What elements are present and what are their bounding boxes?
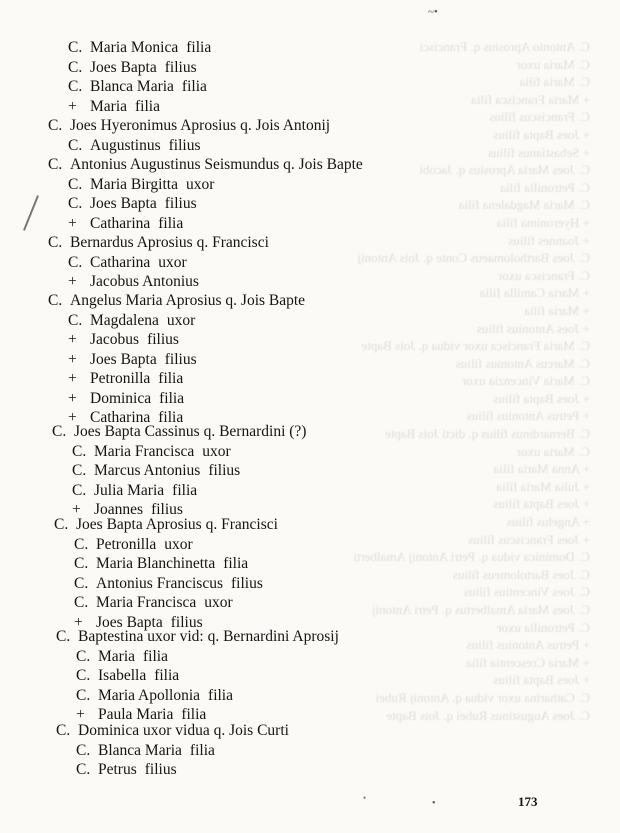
header-mark: ~•	[428, 6, 438, 18]
status-mark: +	[68, 214, 77, 232]
member-role: uxor	[158, 253, 187, 271]
bleed-line: + Hyeronima filia	[496, 214, 590, 230]
register-entry	[56, 721, 289, 780]
entry-head	[48, 155, 363, 175]
member-line	[68, 350, 305, 370]
head-name: Joes Bapta Cassinus q. Bernardini (?)	[74, 423, 307, 440]
bleed-line: C. Maria uxor	[516, 56, 590, 72]
bleed-line: C. Maria filia	[519, 74, 590, 90]
status-mark: C.	[54, 516, 69, 533]
member-name: Julia Maria	[94, 481, 165, 499]
member-role: filia	[186, 39, 212, 56]
bleed-line: + Sebastianus filius	[488, 144, 590, 160]
member-name: Antonius Franciscus	[96, 574, 224, 592]
status-mark: C.	[76, 667, 91, 684]
member-role: filia	[158, 409, 184, 426]
status-mark: C.	[76, 741, 91, 759]
bleed-line: + Petrus Antonius filius	[466, 408, 590, 424]
bleed-line: C. Joes Vincentius filius	[463, 584, 590, 600]
member-line	[68, 253, 269, 273]
bleed-line: + Maria Camilla filia	[479, 285, 590, 301]
status-mark: +	[68, 97, 77, 115]
member-name: Petronilla	[96, 535, 157, 553]
member-name: Maria Birgitta	[90, 175, 178, 193]
member-line	[72, 461, 306, 481]
member-name: Isabella	[98, 667, 147, 684]
bleed-line: C. Franciscus filius	[489, 109, 590, 125]
member-role: uxor	[185, 175, 215, 193]
bleed-line: C. Petronilla uxor	[497, 619, 590, 635]
member-role: filia	[189, 741, 215, 759]
bleed-line: + Joes Franciscus filius	[468, 531, 590, 547]
status-mark: C.	[68, 58, 83, 76]
member-name: Maria Francisca	[94, 442, 195, 460]
bleed-line: C. Maria Francisca uxor vidua q. Jois Bapte	[361, 338, 590, 354]
status-mark: +	[68, 409, 77, 426]
status-mark: +	[68, 273, 77, 290]
status-mark: +	[74, 613, 83, 631]
bleed-line: C. Joes Augustinus Rubei q. Jois Bapte	[386, 707, 590, 723]
status-mark: C.	[74, 555, 89, 572]
member-role: uxor	[204, 594, 233, 611]
bleed-line: + Joes Bapta filius	[493, 672, 590, 688]
member-role: uxor	[164, 535, 193, 553]
member-role: filius	[168, 136, 201, 154]
member-name: Magdalena	[90, 311, 159, 329]
member-role: filia	[223, 555, 249, 572]
member-name: Paula Maria	[98, 706, 174, 723]
member-line	[68, 330, 305, 350]
member-role: filius	[231, 574, 263, 592]
register-entry	[48, 38, 211, 116]
bleed-line: C. Antonio Aprosius q. Francisci	[419, 39, 590, 54]
bleed-line: + Petrus Antonius filius	[466, 637, 590, 653]
member-name: Maria	[90, 97, 128, 115]
head-name: Antonius Augustinus Seismundus q. Jois Bapte	[70, 156, 363, 173]
member-role: filius	[170, 613, 203, 631]
member-line	[72, 442, 306, 462]
member-name: Catharina	[90, 253, 151, 271]
bleed-line: + Joes Antonius filius	[476, 320, 590, 336]
member-name: Catharina	[90, 409, 151, 426]
member-line	[68, 38, 211, 58]
member-role: filia	[172, 481, 198, 499]
status-mark: C.	[76, 686, 91, 704]
member-role: uxor	[166, 311, 196, 329]
bleed-line: C. Petronilla filia	[500, 179, 590, 195]
status-mark: C.	[72, 462, 87, 479]
member-role: filia	[158, 214, 184, 232]
bleed-line: + Joannes filius	[508, 232, 590, 248]
stray-dot: •	[432, 798, 436, 809]
register-entry	[48, 155, 363, 233]
member-line	[68, 136, 330, 156]
member-line	[76, 741, 289, 761]
status-mark: +	[76, 706, 85, 723]
member-name: Joannes	[94, 501, 144, 518]
member-name: Jacobus Antonius	[90, 273, 199, 290]
member-line	[74, 593, 278, 613]
status-mark: +	[68, 350, 77, 368]
member-line	[68, 369, 305, 389]
member-line	[76, 760, 289, 780]
status-mark: C.	[72, 481, 87, 499]
member-role: filius	[164, 58, 197, 76]
bleed-line: C. Francisca uxor	[497, 267, 590, 283]
member-name: Maria Blanchinetta	[96, 555, 216, 572]
head-name: Dominica uxor vidua q. Jois Curti	[78, 722, 289, 739]
member-line	[76, 666, 339, 686]
member-role: filius	[208, 462, 241, 479]
member-name: Joes Bapta	[96, 613, 163, 631]
status-mark: C.	[52, 423, 67, 440]
status-mark: C.	[68, 175, 83, 193]
member-role: filius	[164, 195, 197, 212]
member-name: Dominica	[90, 389, 152, 407]
member-line	[74, 574, 278, 594]
register-entry	[48, 233, 269, 292]
status-mark: C.	[74, 535, 89, 553]
member-role: filia	[135, 97, 160, 115]
member-name: Blanca Maria	[98, 741, 182, 759]
entry-head	[48, 116, 330, 136]
status-mark: C.	[68, 311, 83, 329]
member-line	[68, 77, 211, 97]
member-line	[68, 214, 363, 234]
entry-head	[56, 627, 339, 647]
status-mark: +	[68, 331, 77, 348]
entry-head	[48, 291, 305, 311]
pencil-mark	[23, 195, 39, 231]
member-line	[74, 535, 278, 555]
status-mark: +	[68, 389, 77, 407]
head-name: Baptestina uxor vid: q. Bernardini Aprosij	[78, 628, 339, 645]
bleed-line: C. Maria uxor	[516, 443, 590, 459]
member-name: Jacobus	[90, 331, 140, 348]
register-entry	[56, 627, 339, 725]
member-name: Catharina	[90, 214, 151, 232]
member-line	[68, 389, 305, 409]
bleed-line: C. Dominica vidua q. Petri Antonij Amalberti	[353, 549, 590, 565]
member-role: filia	[158, 370, 184, 387]
head-name: Joes Hyeronimus Aprosius q. Jois Antonij	[70, 117, 331, 134]
member-role: filia	[159, 389, 185, 407]
status-mark: C.	[48, 156, 63, 173]
register-entry	[48, 116, 330, 155]
member-line	[68, 194, 363, 214]
member-line	[68, 272, 269, 292]
member-name: Joes Bapta	[90, 350, 157, 368]
head-name: Angelus Maria Aprosius q. Jois Bapte	[70, 292, 306, 309]
member-role: uxor	[202, 442, 231, 460]
member-name: Maria Francisca	[96, 594, 197, 611]
member-role: filia	[143, 647, 168, 665]
member-line	[68, 58, 211, 78]
member-line	[68, 97, 211, 117]
status-mark: C.	[74, 574, 89, 592]
stray-dot: •	[363, 793, 367, 803]
member-role: filia	[181, 706, 207, 723]
member-role: filia	[154, 667, 180, 684]
bleed-line: + Joes Bapta filius	[493, 126, 590, 142]
register-entry	[54, 515, 278, 632]
member-line	[76, 647, 339, 667]
member-name: Maria Apollonia	[98, 686, 201, 704]
bleed-line: C. Bernardinus filius q. dicti Jois Bapte	[384, 426, 590, 442]
bleed-line: + Anna Maria filia	[493, 461, 590, 477]
bleed-line: C. Maria Vincenzia uxor	[461, 373, 590, 389]
status-mark: C.	[68, 78, 83, 95]
bleed-line: + Joes Bapta filius	[493, 390, 590, 406]
bleed-line: + Maria Francisca filia	[471, 91, 590, 107]
member-name: Maria Monica	[90, 39, 179, 56]
status-mark: C.	[68, 39, 83, 56]
member-name: Petrus	[98, 761, 137, 778]
member-role: filius	[147, 331, 179, 348]
bleed-line: + Joes Bapta filius	[493, 496, 590, 512]
member-role: filia	[181, 78, 207, 95]
status-mark: +	[72, 501, 81, 518]
status-mark: C.	[56, 628, 71, 645]
bleed-through-text	[290, 38, 590, 724]
bleed-line: + Angelus filius	[506, 514, 590, 530]
member-name: Joes Bapta	[90, 58, 157, 76]
member-name: Augustinus	[90, 136, 161, 154]
status-mark: C.	[76, 647, 91, 665]
status-mark: C.	[48, 117, 63, 134]
head-name: Joes Bapta Aprosius q. Francisci	[76, 516, 278, 533]
member-role: filius	[144, 761, 177, 778]
member-name: Marcus Antonius	[94, 462, 201, 479]
register-entry	[48, 291, 305, 428]
member-name: Maria	[98, 647, 136, 665]
status-mark: C.	[48, 292, 63, 309]
bleed-line: C. Joes Maria Aprosius q. Jacobi	[419, 162, 590, 178]
entry-head	[54, 515, 278, 535]
status-mark: C.	[74, 594, 89, 611]
status-mark: C.	[68, 253, 83, 271]
bleed-line: C. Joes Bartolomeus filius	[452, 566, 590, 582]
status-mark: C.	[48, 234, 63, 251]
member-line	[74, 554, 278, 574]
member-line	[72, 481, 306, 501]
status-mark: +	[68, 370, 77, 387]
bleed-line: C. Catharina uxor vidua q. Antonij Rubei	[375, 689, 590, 705]
bleed-line: + Maria filia	[524, 302, 590, 318]
entry-head	[52, 422, 306, 442]
status-mark: C.	[56, 722, 71, 739]
member-name: Joes Bapta	[90, 195, 157, 212]
member-role: filia	[208, 686, 233, 704]
page-number: 173	[518, 794, 538, 809]
bleed-line: C. Joes Maria Amalbertus q. Petri Antonij	[371, 602, 590, 617]
member-role: filius	[151, 501, 183, 518]
status-mark: C.	[68, 136, 83, 154]
member-line	[76, 686, 339, 706]
bleed-line: C. Joes Bartholomaeus Conte q. Jois Antonij	[357, 250, 590, 266]
head-name: Bernardus Aprosius q. Francisci	[70, 234, 269, 251]
member-line	[68, 311, 305, 331]
register-entry	[52, 422, 306, 520]
entry-head	[56, 721, 289, 741]
member-line	[68, 175, 363, 195]
member-role: filius	[164, 350, 197, 368]
status-mark: C.	[76, 761, 91, 778]
member-name: Blanca Maria	[90, 78, 174, 95]
bleed-line: C. Maria Magdalena filia	[458, 197, 590, 213]
status-mark: C.	[68, 195, 83, 212]
bleed-line: C. Marcus Antonius filius	[455, 355, 590, 371]
bleed-line: + Maria Crescentia filia	[466, 654, 590, 670]
status-mark: C.	[72, 442, 87, 460]
member-name: Petronilla	[90, 370, 151, 387]
entry-head	[48, 233, 269, 253]
bleed-line: + Julia Maria filia	[496, 478, 590, 494]
